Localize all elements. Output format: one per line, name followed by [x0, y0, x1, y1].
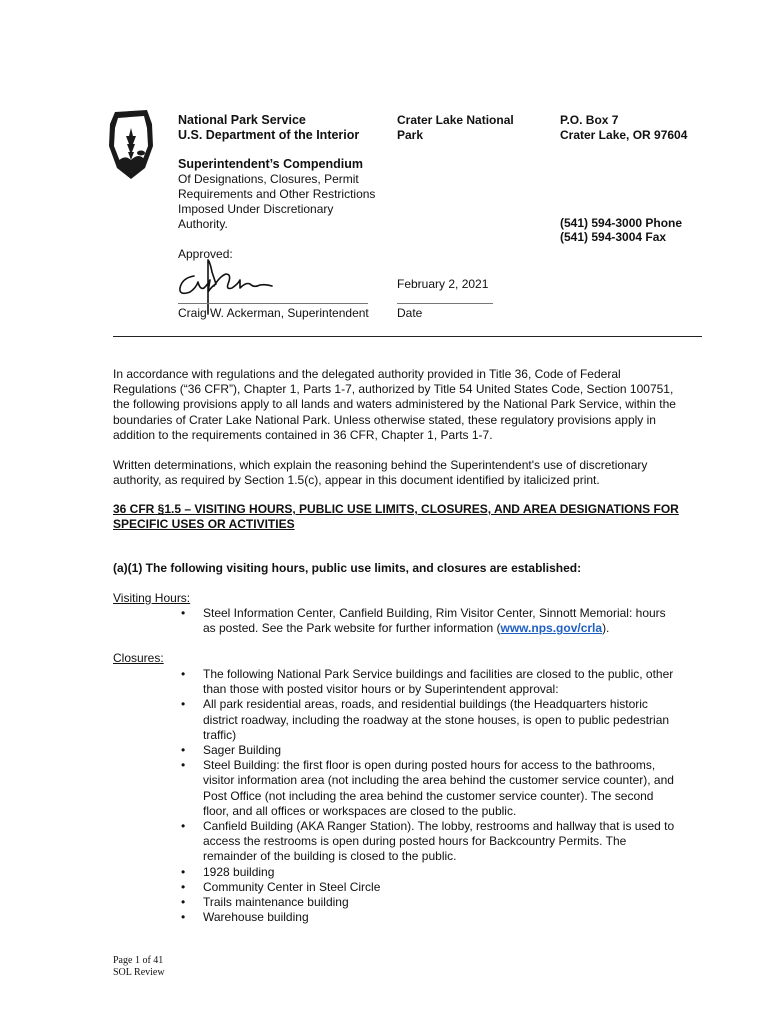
section-subheading: (a)(1) The following visiting hours, public use limits, and closures are established:	[113, 561, 582, 575]
list-item: • Sager Building	[179, 743, 679, 758]
closures-label: Closures:	[113, 651, 164, 665]
agency-name: National Park Service	[178, 113, 306, 127]
header-divider	[113, 336, 702, 337]
visiting-hours-list	[179, 606, 679, 636]
park-website-link[interactable]: www.nps.gov/crla	[500, 621, 603, 636]
visiting-hours-text: Steel Information Center, Canfield Building, Rim Visitor Center, Sinnott Memorial: hours as posted. See the Park website for further information (	[203, 606, 666, 636]
approved-label: Approved:	[178, 247, 233, 261]
list-item: • Trails maintenance building	[179, 895, 679, 910]
page-number: Page 1 of 41	[113, 955, 164, 966]
nps-arrowhead-logo	[105, 106, 157, 182]
approval-date: February 2, 2021	[397, 277, 489, 291]
review-label: SOL Review	[113, 967, 165, 978]
list-item: • The following National Park Service buildings and facilities are closed to the public, other than those with posted visitor hours or by Superintendent approval:	[179, 667, 679, 697]
document-title: Superintendent’s Compendium	[178, 157, 363, 171]
signature-line	[178, 303, 368, 304]
visiting-hours-end: ).	[602, 621, 610, 636]
address-line1: P.O. Box 7	[560, 113, 619, 127]
section-heading: 36 CFR §1.5 – VISITING HOURS, PUBLIC USE LIMITS, CLOSURES, AND AREA DESIGNATIONS FOR SPECIFIC USES OR ACTIVITIES	[113, 502, 679, 532]
address-line2: Crater Lake, OR 97604	[560, 128, 688, 142]
document-subtitle: Of Designations, Closures, Permit Requirements and Other Restrictions Imposed Under Discretionary Authority.	[178, 172, 376, 231]
park-name: Crater Lake National Park	[397, 113, 514, 142]
determinations-paragraph: Written determinations, which explain the reasoning behind the Superintendent's use of discretionary authority, as required by Section 1.5(c), appear in this document identified by italicized print.	[113, 458, 648, 488]
visiting-hours-label: Visiting Hours:	[113, 591, 191, 605]
fax-number: (541) 594-3004 Fax	[560, 230, 667, 244]
list-item: • Community Center in Steel Circle	[179, 880, 679, 895]
list-item: • 1928 building	[179, 865, 679, 880]
signer-name: Craig W. Ackerman, Superintendent	[178, 306, 369, 320]
closures-list	[179, 667, 679, 925]
department-name: U.S. Department of the Interior	[178, 128, 360, 142]
date-label: Date	[397, 306, 423, 320]
list-item: • Canfield Building (AKA Ranger Station). The lobby, restrooms and hallway that is used to access the restrooms is open during posted hours for Backcountry Permits. The remainder of the building is closed to the public.	[179, 819, 679, 865]
date-line	[397, 303, 493, 304]
phone-number: (541) 594-3000 Phone	[560, 216, 683, 230]
intro-paragraph: In accordance with regulations and the delegated authority provided in Title 36, Code of Federal Regulations (“36 CFR”), Chapter 1, Parts 1-7, authorized by Title 54 United States Code, Section 100751, the following provisions apply to all lands and waters administered by the National Park Service, within the boundaries of Crater Lake National Park. Unless otherwise stated, these regulatory provisions apply in addition to the requirements contained in 36 CFR, Chapter 1, Parts 1-7.	[113, 367, 676, 442]
list-item	[179, 606, 679, 636]
list-item: • Steel Building: the first floor is open during posted hours for access to the bathrooms, visitor information area (not including the area behind the customer service counter), and Post Office (not including the area behind the customer service counter). The second floor, and all offices or workspaces are closed to the public.	[179, 758, 679, 819]
list-item: • Warehouse building	[179, 910, 679, 925]
list-item: • All park residential areas, roads, and residential buildings (the Headquarters historic district roadway, including the roadway at the stone houses, is open to public pedestrian traffic)	[179, 697, 679, 743]
